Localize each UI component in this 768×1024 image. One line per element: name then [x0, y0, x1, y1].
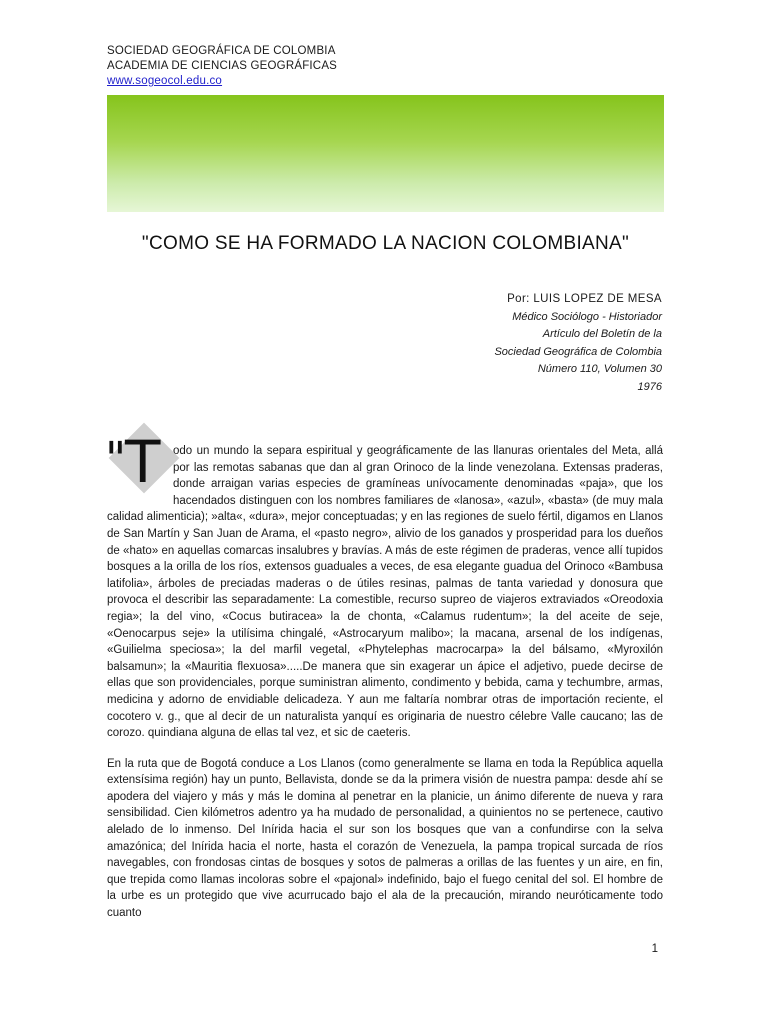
article-body	[105, 428, 663, 936]
header-society: SOCIEDAD GEOGRÁFICA DE COLOMBIA	[107, 45, 336, 57]
byline	[494, 291, 662, 396]
author-line: Por: LUIS LOPEZ DE MESA	[507, 293, 662, 305]
green-banner	[107, 95, 664, 212]
drop-cap-letter: T	[125, 428, 161, 496]
paragraph-1-text: odo un mundo la separa espiritual y geográficamente de las llanuras orientales del Meta, allá por las remotas sabanas que dan al gran Orinoco de la linde venezolana. Extensas praderas, donde arraigan varias especies de gramíneas unívocamente denominadas «paja», que los hacendados distinguen con los nombres familiares de «lanosa», «azul», «basta» (de muy mala calidad alimenticia); »alta«, «dura», mejor conceptuadas; y en las regiones de suelo fértil, digamos en Llanos de San Martín y San Juan de Arama, el «pasto negro», alivio de los ganados y prosperidad para los dueños de «hato» en aquellas comarcas insalubres y bravías. A más de este régimen de praderas, vence allí tupidos bosques a la orilla de los ríos, extensos guaduales a veces, de esa elegante guadua del Orinoco «Bambusa latifolia», árboles de preciadas maderas o de útiles resinas, palmas de tanta variedad y donosura que provoca el describir las separadamente: La comestible, recurso supreo de viajeros extraviados «Oreodoxia regia»; la del vino, «Cocus butiracea» la de chonta, «Calamus rudentum»; la del aceite de seje, «Oenocarpus seje» la utilísima chingalé, «Astrocaryum malibo»; la macana, arsenal de los indígenas, «Guilielma speciosa»; la del marfil vegetal, «Phytelephas macrocarpa» la del bálsamo, «Myroxilón balsamun»; la «Mauritia flexuosa».....De manera que sin exagerar un ápice el adjetivo, puede decirse de ellas que son providenciales, porque suministran alimento, condimento y bebida, cama y techumbre, armas, medicina y adorno de envidiable delicadeza. Y aun me faltaría nombrar otras de importación reciente, el cocotero v. g., que al decir de un naturalista yanquí es originaria de nuestro célebre Valle caucano; las de corozo. quindiana alguna de ellas tal vez, et sic de caeteris.	[107, 445, 663, 740]
drop-cap	[105, 428, 167, 498]
drop-cap-quote: "	[105, 432, 127, 486]
document-title: "COMO SE HA FORMADO LA NACION COLOMBIANA"	[141, 233, 630, 254]
header-academy: ACADEMIA DE CIENCIAS GEOGRÁFICAS	[107, 60, 338, 72]
source-line-2: Sociedad Geográfica de Colombia	[494, 345, 662, 358]
paragraph-2: En la ruta que de Bogotá conduce a Los Llanos (como generalmente se llama en toda la República aquella extensísima región) hay un punto, Bellavista, donde se da la primera visión de nuestra pampa: desde ahí se apodera del viajero y más y más le domina al penetrar en la planicie, un ánimo diferente de nueva y rara sensibilidad. Cien kilómetros adentro ya ha mudado de personalidad, a quinientos no se pertenece, cautivo alelado de lo inmenso. Del Inírida hacia el sur son los bosques que van a confundirse con la selva amazónica; del Inírida hacia el norte, hasta el corazón de Venezuela, la pampa tropical surcada de ríos navegables, con frondosas cintas de bosques y sotos de palmeras a orillas de las fuentes y un aire, en fin, que trepida como llamas incoloras sobre el «pajonal» indefinido, bajo el fuego cenital del sol. El hombre de la urbe es un protegido que vive acurrucado bajo el ala de la precaución, mirando neuróticamente todo cuanto	[107, 757, 663, 920]
paragraph-1	[105, 428, 663, 742]
source-line-1: Artículo del Boletín de la	[542, 328, 662, 340]
author-role: Médico Sociólogo - Historiador	[512, 310, 662, 323]
year-line: 1976	[637, 380, 662, 393]
header-website-link[interactable]: www.sogeocol.edu.co	[107, 75, 223, 87]
page-header	[107, 44, 337, 89]
issue-line: Número 110, Volumen 30	[537, 363, 662, 375]
page-number: 1	[651, 943, 658, 955]
